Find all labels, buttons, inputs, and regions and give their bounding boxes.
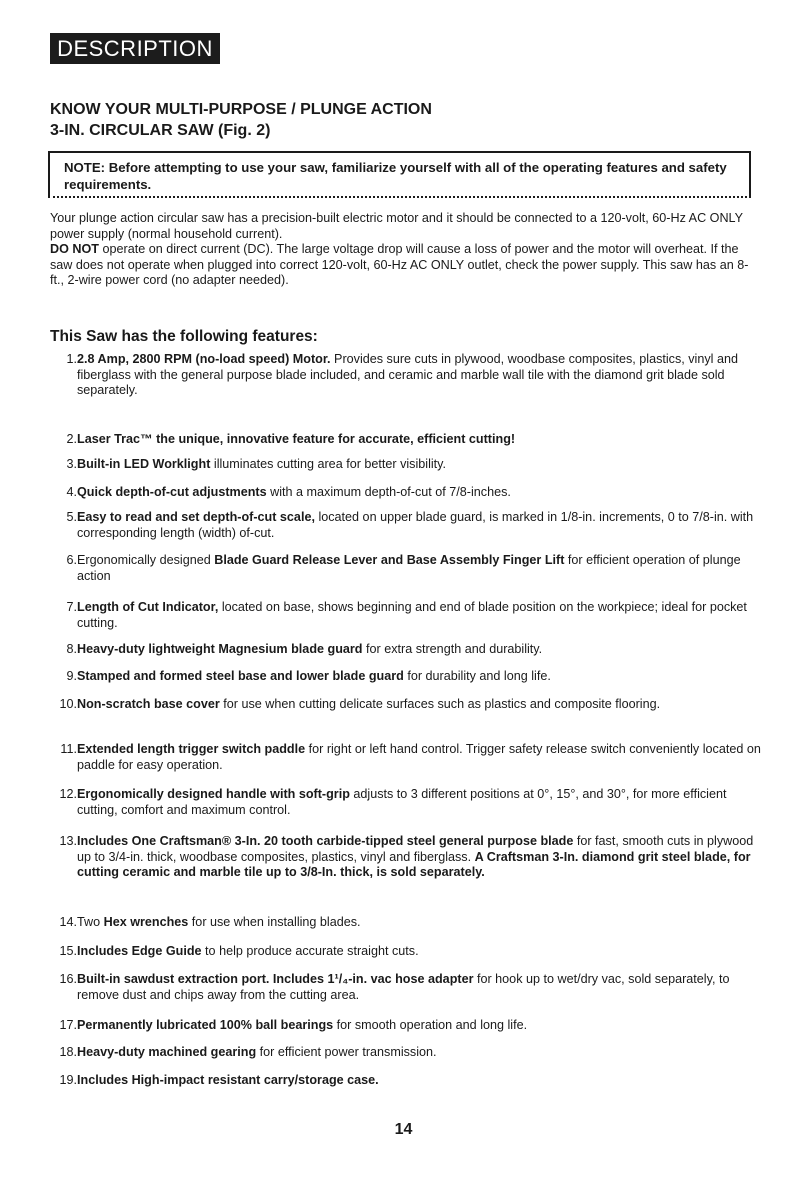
feature-bold: Includes Edge Guide	[77, 944, 202, 958]
intro-text-1: Your plunge action circular saw has a precision-built electric motor and it should be connected to a 120-volt, 60-Hz AC ONLY power supply (normal household current).	[50, 211, 743, 241]
feature-bold: Ergonomically designed handle with soft-grip	[77, 787, 350, 801]
feature-item	[50, 432, 762, 448]
note-box: NOTE: Before attempting to use your saw, familiarize yourself with all of the operating features and safety requirements.	[48, 151, 751, 198]
feature-text: for use when installing blades.	[188, 915, 361, 929]
feature-number: 10.	[59, 697, 77, 711]
feature-text: with a maximum depth-of-cut of 7/8-inches.	[266, 485, 511, 499]
feature-number: 8.	[66, 642, 77, 656]
intro-paragraph	[50, 211, 755, 289]
feature-bold-2: A Craftsman 3-In. diamond grit steel blade, for cutting ceramic and marble tile up to 3/8-In. thick, is sold separately.	[77, 849, 751, 880]
feature-bold: Heavy-duty machined gearing	[77, 1045, 257, 1059]
section-banner: DESCRIPTION	[50, 33, 220, 64]
feature-item	[50, 915, 762, 931]
title-line-2: 3-IN. CIRCULAR SAW (Fig. 2)	[50, 122, 271, 139]
feature-text: for fast, smooth cuts in plywood up to 3/4-in. thick, woodbase composites, plastics, vinyl and fiberglass.	[77, 834, 754, 864]
feature-text: for durability and long life.	[403, 669, 551, 683]
feature-text: located on upper blade guard, is marked in 1/8-in. increments, 0 to 7/8-in. with corresponding length (width) of-cut.	[77, 510, 754, 540]
feature-bold: Hex wrenches	[103, 915, 189, 929]
feature-bold: Quick depth-of-cut adjustments	[77, 485, 267, 499]
feature-number: 7.	[66, 600, 77, 614]
feature-number: 9.	[66, 669, 77, 683]
feature-item	[50, 1073, 762, 1089]
feature-text: for use when cutting delicate surfaces such as plastics and composite flooring.	[219, 697, 661, 711]
intro-warning-bold: DO NOT	[50, 242, 99, 257]
feature-bold: Built-in sawdust extraction port. Includes 1¹/₄-in. vac hose adapter	[77, 972, 474, 986]
page-number: 14	[394, 1121, 413, 1138]
feature-bold: Laser Trac™ the unique, innovative feature for accurate, efficient cutting!	[77, 432, 516, 446]
feature-number: 2.	[66, 432, 77, 446]
feature-bold: Permanently lubricated 100% ball bearings	[77, 1018, 334, 1032]
feature-item	[50, 485, 762, 501]
feature-item	[50, 1018, 762, 1034]
feature-item	[50, 510, 762, 541]
feature-item	[50, 553, 762, 584]
feature-text: for extra strength and durability.	[362, 642, 543, 656]
feature-bold: Heavy-duty lightweight Magnesium blade guard	[77, 642, 363, 656]
feature-item	[50, 972, 762, 1003]
feature-bold: Length of Cut Indicator,	[77, 600, 219, 614]
feature-number: 12.	[59, 787, 77, 801]
feature-text: located on base, shows beginning and end of blade position on the workpiece; ideal for pocket cutting.	[77, 600, 747, 630]
feature-text: illuminates cutting area for better visibility.	[210, 457, 447, 471]
feature-text: for efficient power transmission.	[256, 1045, 437, 1059]
feature-number: 14.	[59, 915, 77, 929]
feature-bold: Blade Guard Release Lever and Base Assembly Finger Lift	[214, 553, 565, 567]
feature-bold: Stamped and formed steel base and lower blade guard	[77, 669, 404, 683]
feature-item	[50, 457, 762, 473]
feature-item	[50, 834, 762, 881]
feature-bold: Easy to read and set depth-of-cut scale,	[77, 510, 315, 524]
feature-number: 15.	[59, 944, 77, 958]
intro-text-2: operate on direct current (DC). The large voltage drop will cause a loss of power and the motor will overheat. If the saw does not operate when plugged into correct 120-volt, 60-Hz AC ONLY outlet, check the power supply. This saw has an 8-ft., 2-wire power cord (no adapter needed).	[50, 242, 749, 288]
feature-item	[50, 600, 762, 631]
feature-text: to help produce accurate straight cuts.	[201, 944, 419, 958]
title-line-1: KNOW YOUR MULTI-PURPOSE / PLUNGE ACTION	[50, 101, 432, 118]
feature-text: adjusts to 3 different positions at 0°, 15°, and 30°, for more efficient cutting, comfort and maximum control.	[77, 787, 727, 817]
feature-text: for efficient operation of plunge action	[77, 553, 741, 583]
feature-number: 3.	[66, 457, 77, 471]
feature-text: for right or left hand control. Trigger safety release switch conveniently located on paddle for easy operation.	[77, 742, 761, 772]
feature-number: 13.	[59, 834, 77, 848]
feature-item	[50, 944, 762, 960]
feature-item	[50, 742, 762, 773]
feature-item	[50, 697, 762, 713]
feature-item	[50, 1045, 762, 1061]
feature-item	[50, 669, 762, 685]
feature-text-pre: Two	[77, 915, 104, 929]
page-title	[50, 99, 750, 141]
feature-number: 19.	[59, 1073, 77, 1087]
feature-number: 6.	[66, 553, 77, 567]
feature-item	[50, 352, 762, 399]
feature-text: Provides sure cuts in plywood, woodbase composites, plastics, vinyl and fiberglass with the general purpose blade included, and ceramic and marble wall tile with the diamond grit blade sold separately.	[77, 352, 738, 398]
feature-bold: Built-in LED Worklight	[77, 457, 211, 471]
feature-number: 4.	[66, 485, 77, 499]
feature-bold: Includes One Craftsman® 3-In. 20 tooth carbide-tipped steel general purpose blade	[77, 834, 574, 848]
feature-number: 1.	[66, 352, 77, 366]
feature-number: 5.	[66, 510, 77, 524]
feature-number: 17.	[59, 1018, 77, 1032]
feature-number: 16.	[59, 972, 77, 986]
features-heading: This Saw has the following features:	[50, 328, 318, 345]
feature-bold: Includes High-impact resistant carry/storage case.	[77, 1073, 379, 1087]
feature-bold: 2.8 Amp, 2800 RPM (no-load speed) Motor.	[77, 352, 331, 366]
feature-text-pre: Ergonomically designed	[77, 553, 215, 567]
feature-number: 11.	[60, 742, 77, 756]
feature-text: for hook up to wet/dry vac, sold separately, to remove dust and chips away from the cutting area.	[77, 972, 730, 1002]
feature-number: 18.	[59, 1045, 77, 1059]
feature-item	[50, 787, 762, 818]
feature-bold: Non-scratch base cover	[77, 697, 220, 711]
feature-item	[50, 642, 762, 658]
feature-text: for smooth operation and long life.	[333, 1018, 528, 1032]
feature-bold: Extended length trigger switch paddle	[77, 742, 306, 756]
